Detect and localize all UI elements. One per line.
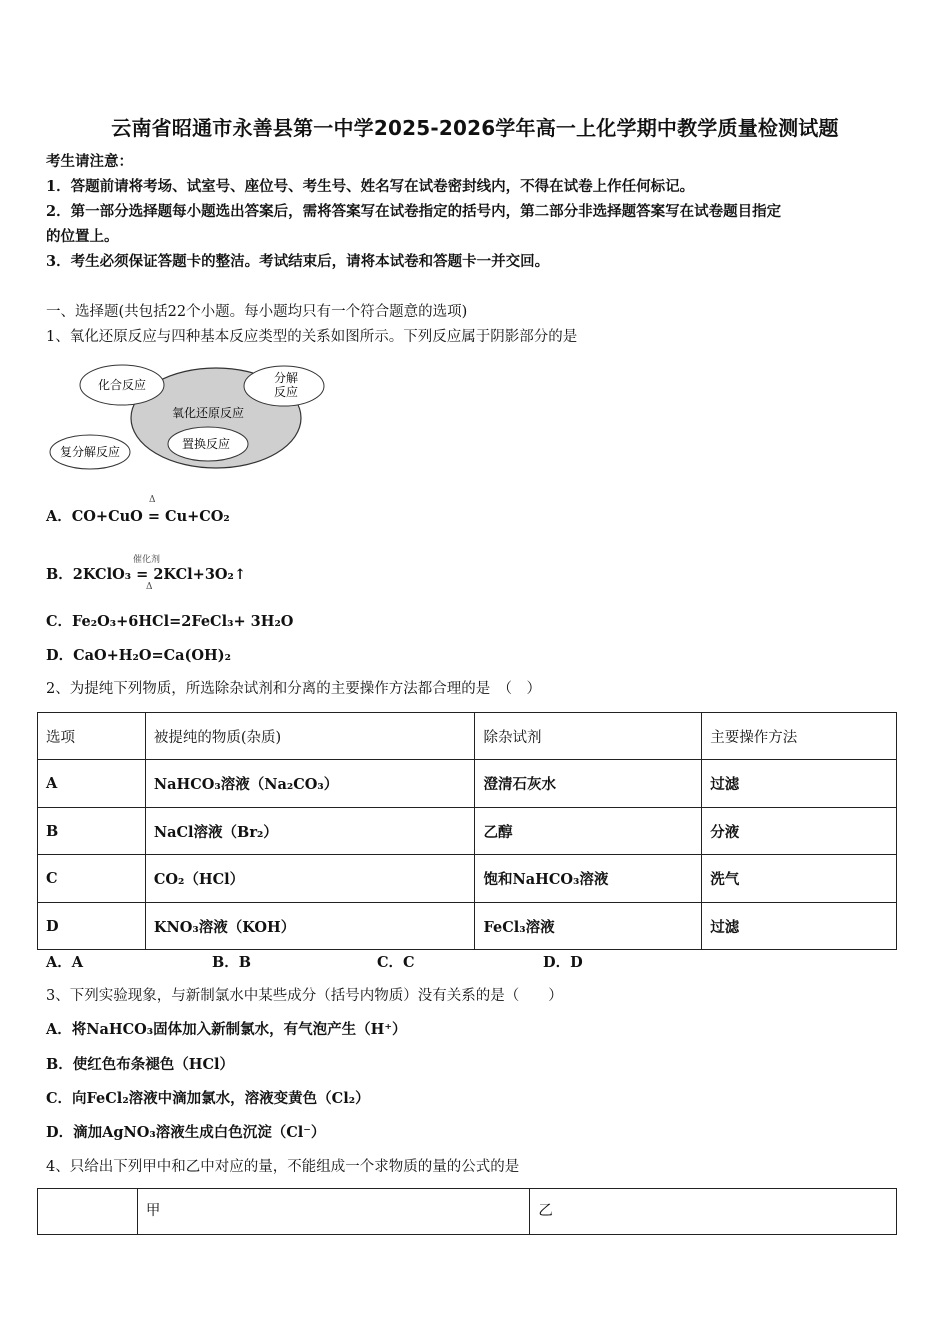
table-header-cell [38, 1189, 138, 1235]
notice-item-2: 2．第一部分选择题每小题选出答案后，需将答案写在试卷指定的括号内，第二部分非选择题答案写在试卷题目指定 [46, 203, 782, 220]
section-heading: 一、选择题(共包括22个小题。每小题均只有一个符合题意的选项) [46, 304, 468, 320]
notice-item-1: 1．答题前请将考场、试室号、座位号、考生号、姓名写在试卷密封线内，不得在试卷上作任何标记。 [46, 178, 695, 195]
table-cell: NaCl溶液（Br₂） [145, 808, 475, 855]
q2-table [37, 712, 897, 950]
q1-a-condition: Δ [149, 495, 156, 505]
table-header-cell: 除杂试剂 [475, 713, 702, 760]
q2-option-a: A．A [46, 954, 84, 971]
decomposition-label-1: 分解 [273, 371, 299, 385]
table-cell: KNO₃溶液（KOH） [145, 903, 475, 950]
table-cell: 过滤 [702, 760, 897, 808]
table-row [38, 760, 897, 808]
table-cell: FeCl₃溶液 [475, 903, 702, 950]
q1-option-c: C．Fe₂O₃+6HCl=2FeCl₃+ 3H₂O [46, 613, 294, 630]
q4-stem: 4、只给出下列甲中和乙中对应的量，不能组成一个求物质的量的公式的是 [46, 1159, 520, 1175]
table-row [38, 903, 897, 950]
table-cell: D [38, 903, 146, 950]
double-decomposition-label: 复分解反应 [59, 445, 121, 459]
table-header-row [38, 1189, 897, 1235]
decomposition-label-2: 反应 [273, 385, 299, 399]
table-header-cell: 乙 [530, 1189, 897, 1235]
q1-option-b: B．2KClO₃ = 2KCl+3O₂↑ [46, 566, 247, 583]
table-row [38, 855, 897, 903]
q3-option-a: A．将NaHCO₃固体加入新制氯水，有气泡产生（H⁺） [46, 1021, 407, 1038]
table-header-cell: 被提纯的物质(杂质) [145, 713, 475, 760]
table-row [38, 808, 897, 855]
q3-option-c: C．向FeCl₂溶液中滴加氯水，溶液变黄色（Cl₂） [46, 1090, 370, 1107]
table-cell: 过滤 [702, 903, 897, 950]
q1-b-condition-top: 催化剂 [133, 555, 161, 565]
table-header-cell: 主要操作方法 [702, 713, 897, 760]
notice-header: 考生请注意： [46, 153, 133, 170]
table-cell: B [38, 808, 146, 855]
reaction-venn-diagram [46, 360, 336, 472]
table-cell: A [38, 760, 146, 808]
substitution-label: 置换反应 [181, 437, 231, 451]
q2-option-d: D．D [543, 954, 583, 971]
redox-label: 氧化还原反应 [171, 406, 245, 420]
q1-option-d: D．CaO+H₂O=Ca(OH)₂ [46, 647, 231, 664]
combination-label: 化合反应 [97, 378, 147, 392]
table-cell: NaHCO₃溶液（Na₂CO₃） [145, 760, 475, 808]
table-cell: 洗气 [702, 855, 897, 903]
table-header-cell: 甲 [137, 1189, 530, 1235]
q2-option-c: C．C [377, 954, 415, 971]
table-header-row [38, 713, 897, 760]
notice-item-2-cont: 的位置上。 [46, 228, 119, 245]
table-cell: 乙醇 [475, 808, 702, 855]
page-title: 云南省昭通市永善县第一中学2025-2026学年高一上化学期中教学质量检测试题 [111, 116, 839, 140]
q1-stem: 1、氧化还原反应与四种基本反应类型的关系如图所示。下列反应属于阴影部分的是 [46, 329, 578, 345]
table-header-cell: 选项 [38, 713, 146, 760]
table-cell: CO₂（HCl） [145, 855, 475, 903]
notice-item-3: 3．考生必须保证答题卡的整洁。考试结束后，请将本试卷和答题卡一并交回。 [46, 253, 550, 270]
q1-option-a: A．CO+CuO = Cu+CO₂ [46, 508, 230, 525]
table-cell: 澄清石灰水 [475, 760, 702, 808]
q3-option-d: D．滴加AgNO₃溶液生成白色沉淀（Cl⁻） [46, 1124, 326, 1141]
table-cell: C [38, 855, 146, 903]
q1-b-condition-bottom: Δ [146, 582, 153, 592]
table-cell: 分液 [702, 808, 897, 855]
q4-table [37, 1188, 897, 1235]
q2-stem: 2、为提纯下列物质，所选除杂试剂和分离的主要操作方法都合理的是 （ ） [46, 681, 541, 697]
q3-option-b: B．使红色布条褪色（HCl） [46, 1056, 235, 1073]
table-cell: 饱和NaHCO₃溶液 [475, 855, 702, 903]
q2-option-b: B．B [212, 954, 252, 971]
q3-stem: 3、下列实验现象，与新制氯水中某些成分（括号内物质）没有关系的是（ ） [46, 988, 563, 1004]
